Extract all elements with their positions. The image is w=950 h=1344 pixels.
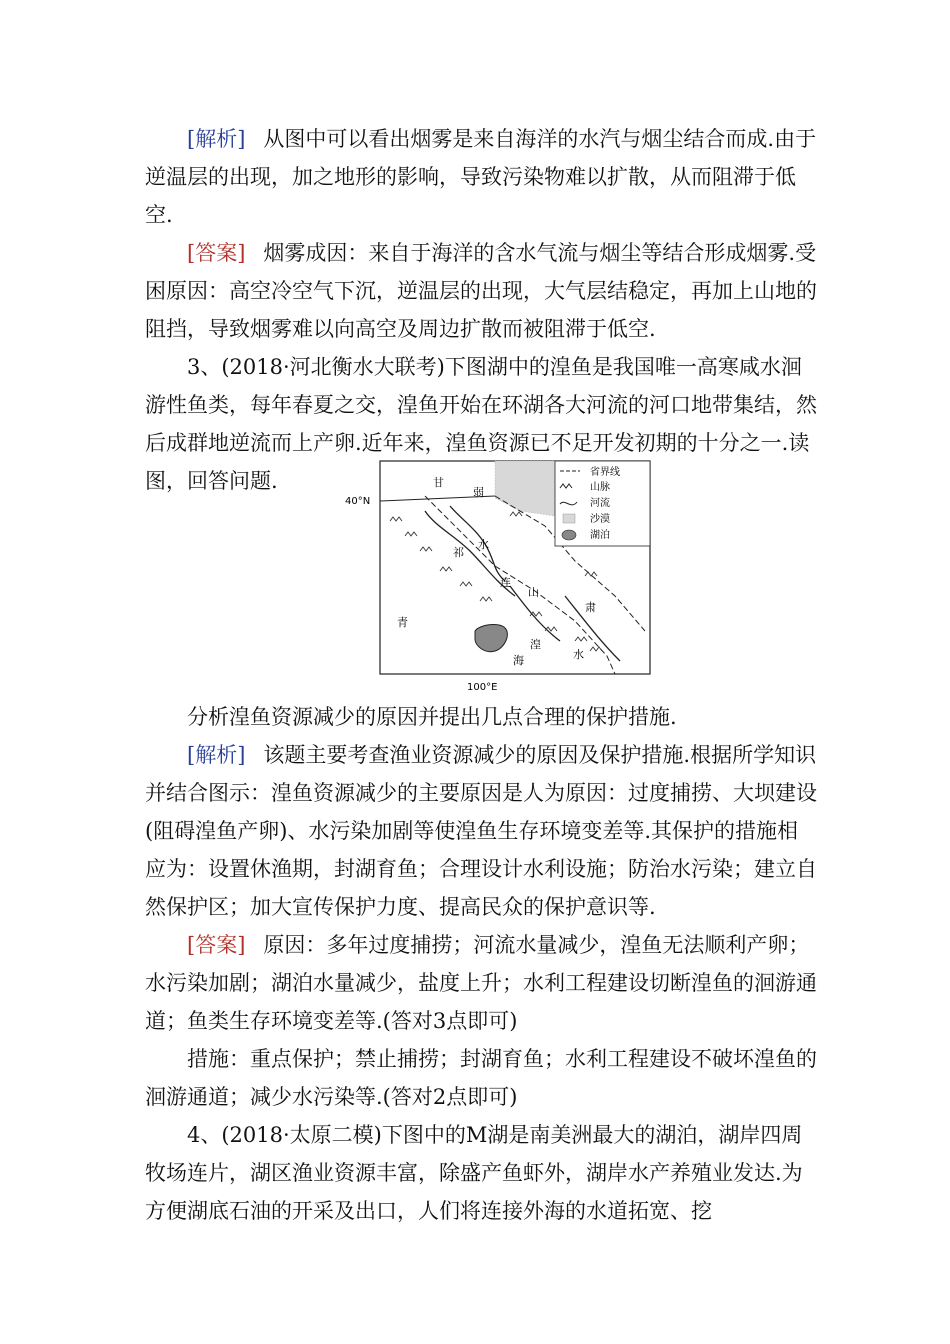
- place-shui-2: 水: [573, 648, 584, 661]
- latitude-label: 40°N: [345, 496, 371, 507]
- question-3-ask: 分析湟鱼资源减少的原因并提出几点合理的保护措施.: [187, 705, 677, 729]
- legend-desert: 沙漠: [590, 514, 610, 525]
- place-shui-1: 水: [478, 538, 489, 551]
- analysis-tag: [解析]: [187, 743, 246, 767]
- answer-tag: [答案]: [187, 933, 246, 957]
- analysis-text: 该题主要考查渔业资源减少的原因及保护措施.根据所学知识并结合图示：湟鱼资源减少的主要原因是人为原因：过度捕捞、大坝建设(阻碍湟鱼产卵)、水污染加剧等使湟鱼生存环境变差等.其保护的措施相应为：设置休渔期，封湖育鱼；合理设计水利设施；防治水污染；建立自然保护区；加大宣传保护力度、提高民众的保护意识等.: [145, 743, 817, 919]
- answer-paragraph-1: [145, 234, 817, 348]
- place-ruo: 弱: [473, 486, 484, 499]
- map-figure: [345, 456, 675, 696]
- place-shan: 山: [528, 586, 539, 599]
- legend-river: 河流: [590, 498, 610, 509]
- question-4: 4、(2018·太原二模)下图中的M湖是南美洲最大的湖泊，湖岸四周牧场连片，湖区渔业资源丰富，除盛产鱼虾外，湖岸水产养殖业发达.为方便湖底石油的开采及出口，人们将连接外海的水道拓宽、挖: [145, 1123, 803, 1223]
- longitude-label: 100°E: [467, 682, 498, 693]
- answer-text: 烟雾成因：来自于海洋的含水气流与烟尘等结合形成烟雾.受困原因：高空冷空气下沉，逆温层的出现，大气层结稳定，再加上山地的阻挡，导致烟雾难以向高空及周边扩散而被阻滞于低空.: [145, 241, 817, 341]
- legend-lake: 湖泊: [590, 530, 610, 541]
- measures-paragraph: 措施：重点保护；禁止捕捞；封湖育鱼；水利工程建设不破坏湟鱼的洄游通道；减少水污染等.(答对2点即可): [145, 1047, 817, 1109]
- question-3: 3、(2018·河北衡水大联考)下图湖中的湟鱼是我国唯一高寒咸水洄游性鱼类，每年春夏之交，湟鱼开始在环湖各大河流的河口地带集结，然后成群地逆流而上产卵.近年来，湟鱼资源已不足开发初期的十分之一.读图，回答问题.: [145, 355, 817, 493]
- answer-paragraph-2: [145, 926, 817, 1040]
- place-lian: 连: [500, 576, 511, 589]
- place-huang: 湟: [530, 638, 541, 651]
- map-legend: [555, 461, 650, 546]
- legend-boundary: 省界线: [590, 467, 620, 478]
- analysis-tag: [解析]: [187, 127, 246, 151]
- analysis-text: 从图中可以看出烟雾是来自海洋的水汽与烟尘结合而成.由于逆温层的出现，加之地形的影响，导致污染物难以扩散，从而阻滞于低空.: [145, 127, 817, 227]
- legend-mountain: 山脉: [590, 482, 610, 493]
- qinghai-lake-map: [345, 456, 675, 696]
- place-gan: 甘: [433, 476, 444, 489]
- place-qing: 青: [397, 616, 408, 629]
- answer-text: 原因：多年过度捕捞；河流水量减少，湟鱼无法顺利产卵；水污染加剧；湖泊水量减少，盐度上升；水利工程建设切断湟鱼的洄游通道；鱼类生存环境变差等.(答对3点即可): [145, 933, 817, 1033]
- answer-tag: [答案]: [187, 241, 246, 265]
- place-su: 肃: [585, 601, 596, 614]
- place-hai: 海: [513, 654, 524, 667]
- place-qi: 祁: [453, 546, 464, 559]
- analysis-paragraph-2: [145, 736, 817, 926]
- analysis-paragraph-1: [145, 120, 817, 234]
